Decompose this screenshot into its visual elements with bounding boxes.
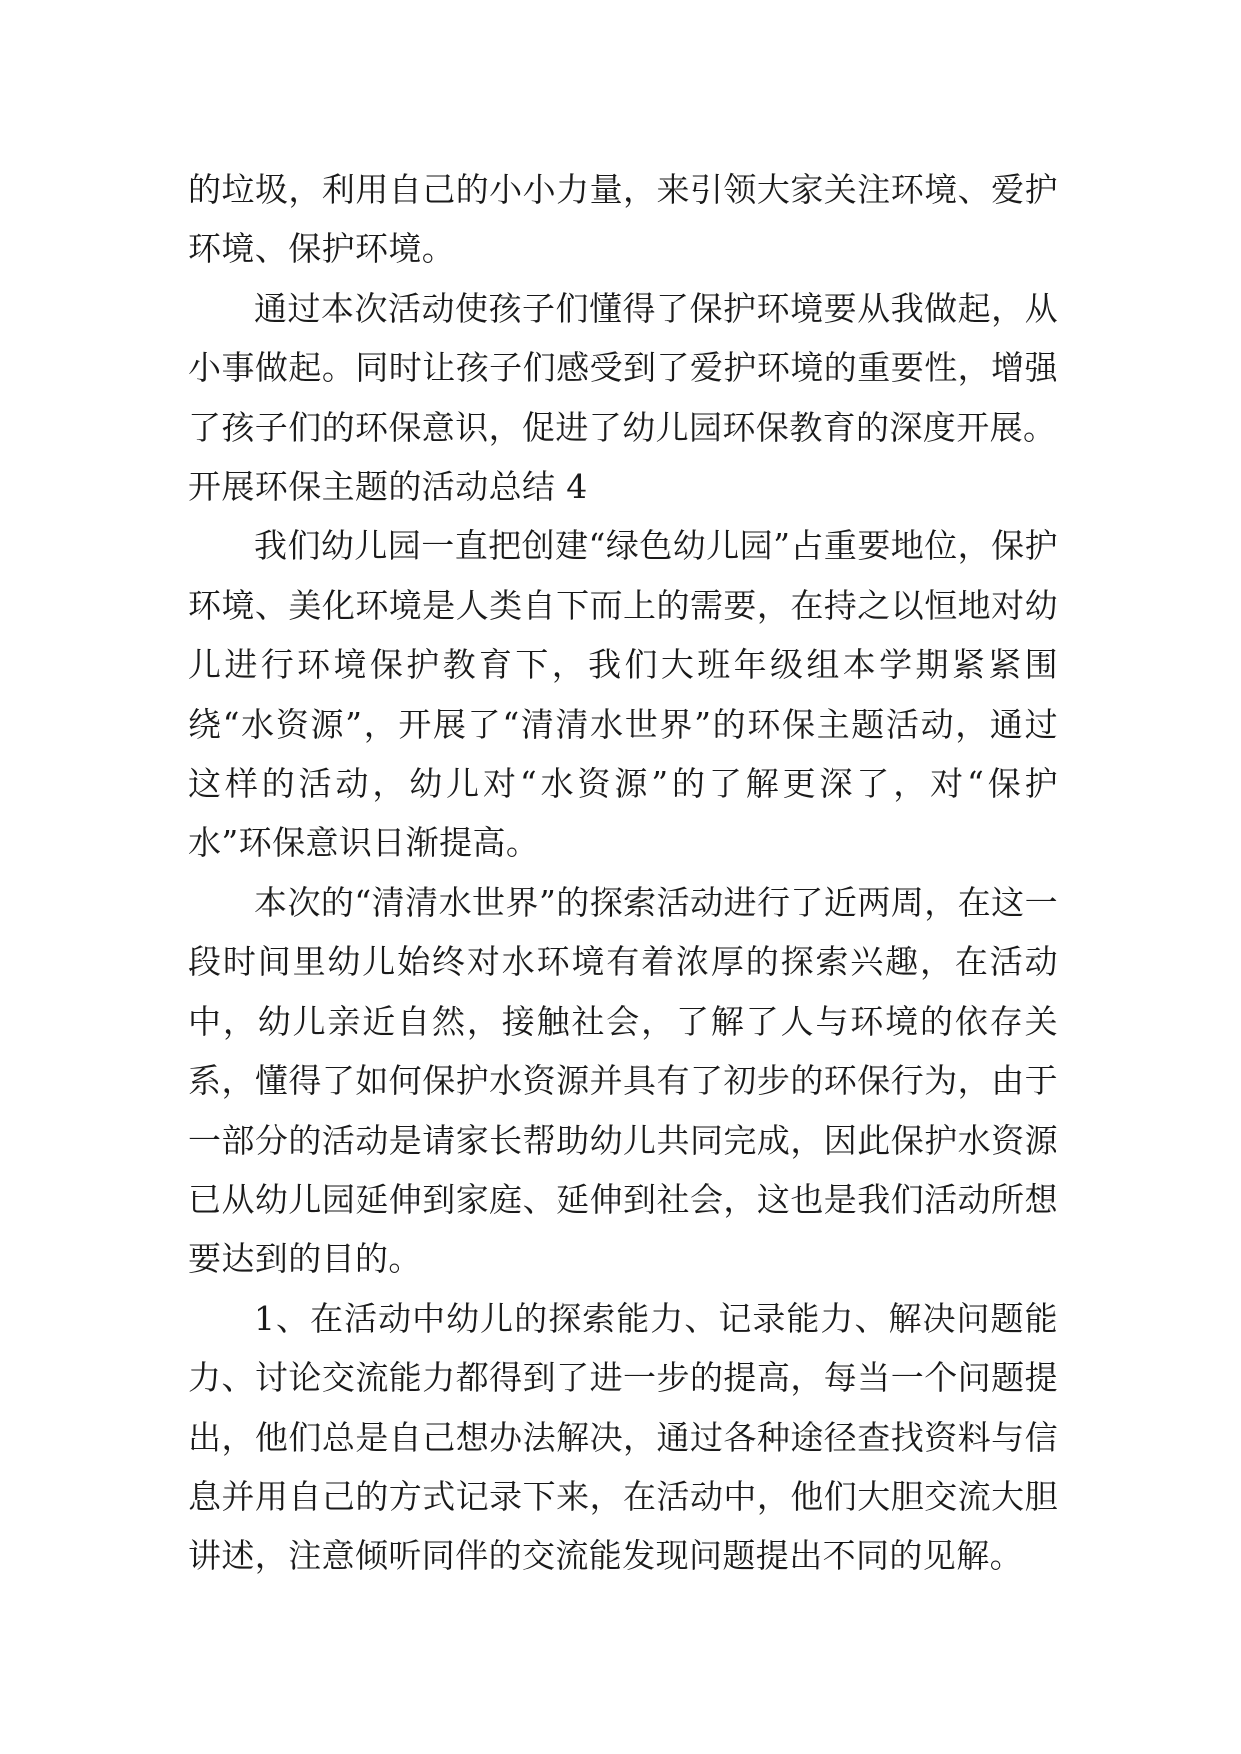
paragraph-activity-outcome: 通过本次活动使孩子们懂得了保护环境要从我做起，从小事做起。同时让孩子们感受到了爱护环境的重要性，增强了孩子们的环保意识，促进了幼儿园环保教育的深度开展。 [188,288,1058,447]
document-body [188,160,1058,1586]
paragraph-green-kindergarten: 我们幼儿园一直把创建“绿色幼儿园”占重要地位，保护环境、美化环境是人类自下而上的需要，在持之以恒地对幼儿进行环境保护教育下，我们大班年级组本学期紧紧围绕“水资源”，开展了“清清水世界”的环保主题活动，通过这样的活动，幼儿对“水资源”的了解更深了，对“保护水”环保意识日渐提高。 [188,526,1058,863]
section-heading: 开展环保主题的活动总结 4 [188,467,588,507]
paragraph-clear-water-world: 本次的“清清水世界”的探索活动进行了近两周，在这一段时间里幼儿始终对水环境有着浓厚的探索兴趣，在活动中，幼儿亲近自然，接触社会，了解了人与环境的依存关系，懂得了如何保护水资源并具有了初步的环保行为，由于一部分的活动是请家长帮助幼儿共同完成，因此保护水资源已从幼儿园延伸到家庭、延伸到社会，这也是我们活动所想要达到的目的。 [188,882,1058,1279]
paragraph-continuation: 的垃圾，利用自己的小小力量，来引领大家关注环境、爱护环境、保护环境。 [188,170,1058,269]
paragraph-point-1: 1、在活动中幼儿的探索能力、记录能力、解决问题能力、讨论交流能力都得到了进一步的提高，每当一个问题提出，他们总是自己想办法解决，通过各种途径查找资料与信息并用自己的方式记录下来，在活动中，他们大胆交流大胆讲述，注意倾听同伴的交流能发现问题提出不同的见解。 [188,1298,1058,1576]
